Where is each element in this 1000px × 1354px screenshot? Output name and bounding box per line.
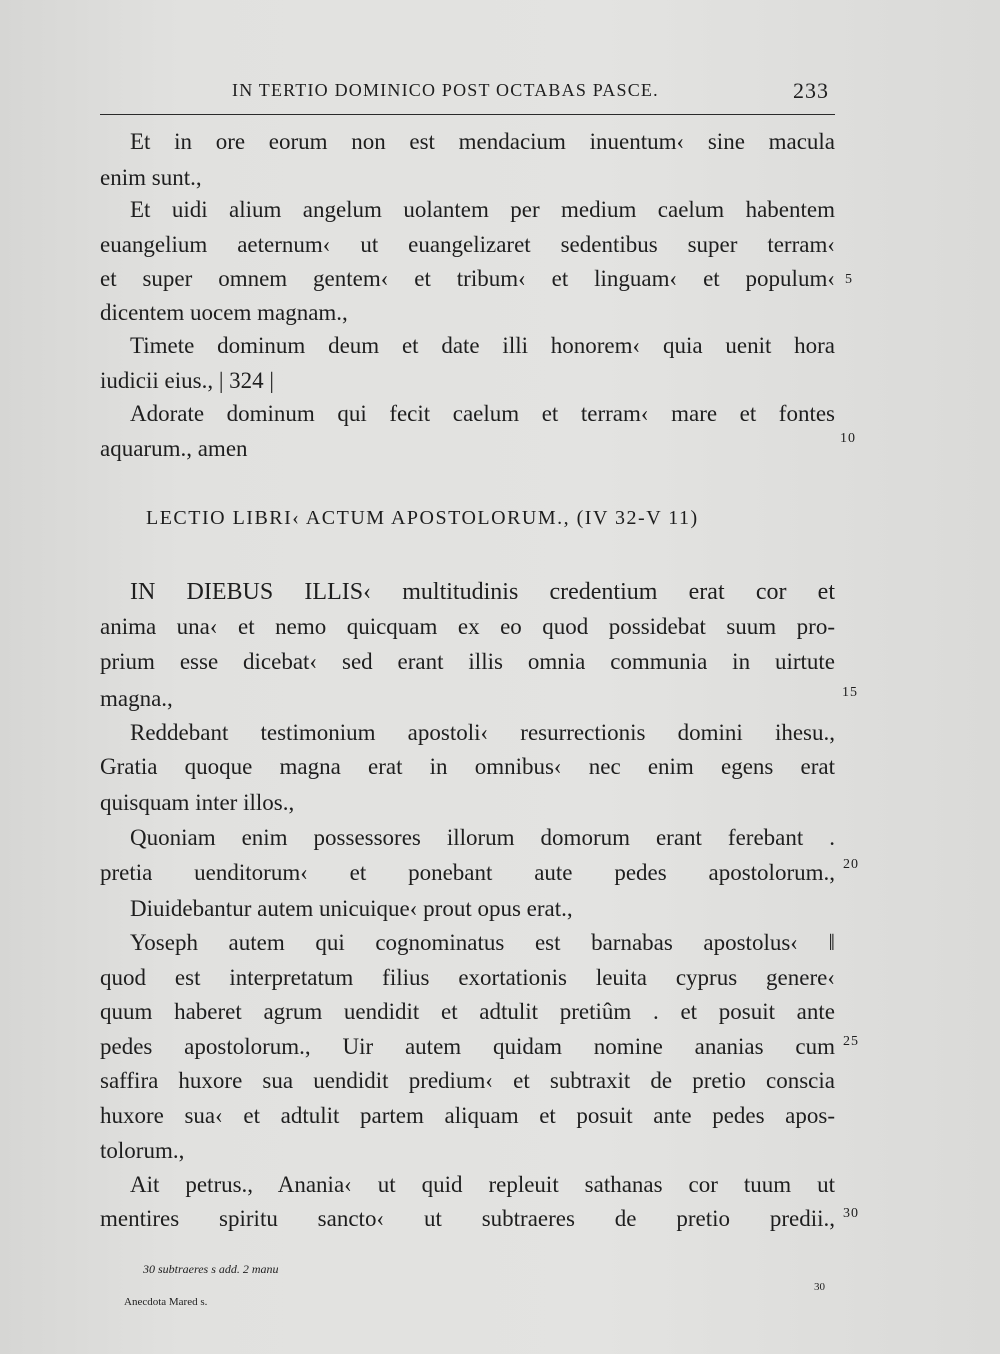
line-number: 30	[843, 1206, 859, 1221]
text-line: magna.,	[100, 686, 173, 711]
text-line: dicentem uocem magnam.,	[100, 300, 348, 325]
running-title: IN TERTIO DOMINICO POST OCTABAS PASCE.	[232, 80, 659, 100]
text-line: saffira huxore sua uendidit predium‹ et subtraxit de pretio conscia	[100, 1068, 835, 1093]
text-line: mentires spiritu sancto‹ ut subtraeres de pretio predii.,	[100, 1206, 835, 1231]
text-line: Timete dominum deum et date illi honorem‹ quia uenit hora	[130, 333, 835, 358]
header-rule	[100, 114, 835, 115]
text-line: tolorum.,	[100, 1138, 185, 1163]
text-line: enim sunt.,	[100, 165, 202, 190]
text-line: quisquam inter illos.,	[100, 790, 295, 815]
text-line: Et in ore eorum non est mendacium inuentum‹ sine macula	[130, 129, 835, 154]
text-line: euangelium aeternum‹ ut euangelizaret sedentibus super terram‹	[100, 232, 835, 257]
text-line: quum haberet agrum uendidit et adtulit pretiûm . et posuit ante	[100, 999, 835, 1024]
line-number: 5	[845, 272, 853, 287]
footnote: 30 subtraeres s add. 2 manu	[143, 1262, 279, 1276]
text-line: Yoseph autem qui cognominatus est barnabas apostolus‹ ‖	[130, 930, 835, 955]
text-line: anima una‹ et nemo quicquam ex eo quod possidebat suum pro-	[100, 614, 835, 639]
text-line: Adorate dominum qui fecit caelum et terram‹ mare et fontes	[130, 401, 835, 426]
text-line: pedes apostolorum., Uir autem quidam nomine ananias cum	[100, 1034, 835, 1059]
text-line: huxore sua‹ et adtulit partem aliquam et posuit ante pedes apos-	[100, 1103, 835, 1128]
text-line-opening: IN DIEBUS ILLIS‹ multitudinis credentium erat cor et	[130, 579, 835, 605]
lection-title: LECTIO LIBRI‹ ACTUM APOSTOLORUM., (IV 32-V 11)	[146, 507, 699, 529]
running-head	[100, 78, 835, 108]
text-line: iudicii eius., | 324 |	[100, 368, 275, 393]
text-line: Et uidi alium angelum uolantem per medium caelum habentem	[130, 197, 835, 222]
signature-number: 30	[814, 1281, 825, 1293]
text-line: Quoniam enim possessores illorum domorum erant ferebant .	[130, 825, 835, 850]
text-line: aquarum., amen	[100, 436, 248, 461]
text-line: pretia uenditorum‹ et ponebant aute pedes apostolorum.,	[100, 860, 835, 885]
line-number: 25	[843, 1034, 859, 1049]
text-line: et super omnem gentem‹ et tribum‹ et linguam‹ et populum‹	[100, 266, 835, 291]
text-line: Ait petrus., Anania‹ ut quid repleuit sathanas cor tuum ut	[130, 1172, 835, 1197]
line-number: 20	[843, 857, 859, 872]
text-line: Gratia quoque magna erat in omnibus‹ nec enim egens erat	[100, 754, 835, 779]
text-line: Reddebant testimonium apostoli‹ resurrectionis domini ihesu.,	[130, 720, 835, 745]
line-number: 10	[840, 431, 856, 446]
text-line: quod est interpretatum filius exortationis leuita cyprus genere‹	[100, 965, 835, 990]
text-line: prium esse dicebat‹ sed erant illis omnia communia in uirtute	[100, 649, 835, 674]
text-line: Diuidebantur autem unicuique‹ prout opus erat.,	[130, 896, 573, 921]
page-number: 233	[793, 78, 829, 103]
printer-signature: Anecdota Mared s.	[124, 1296, 208, 1308]
line-number: 15	[842, 685, 858, 700]
